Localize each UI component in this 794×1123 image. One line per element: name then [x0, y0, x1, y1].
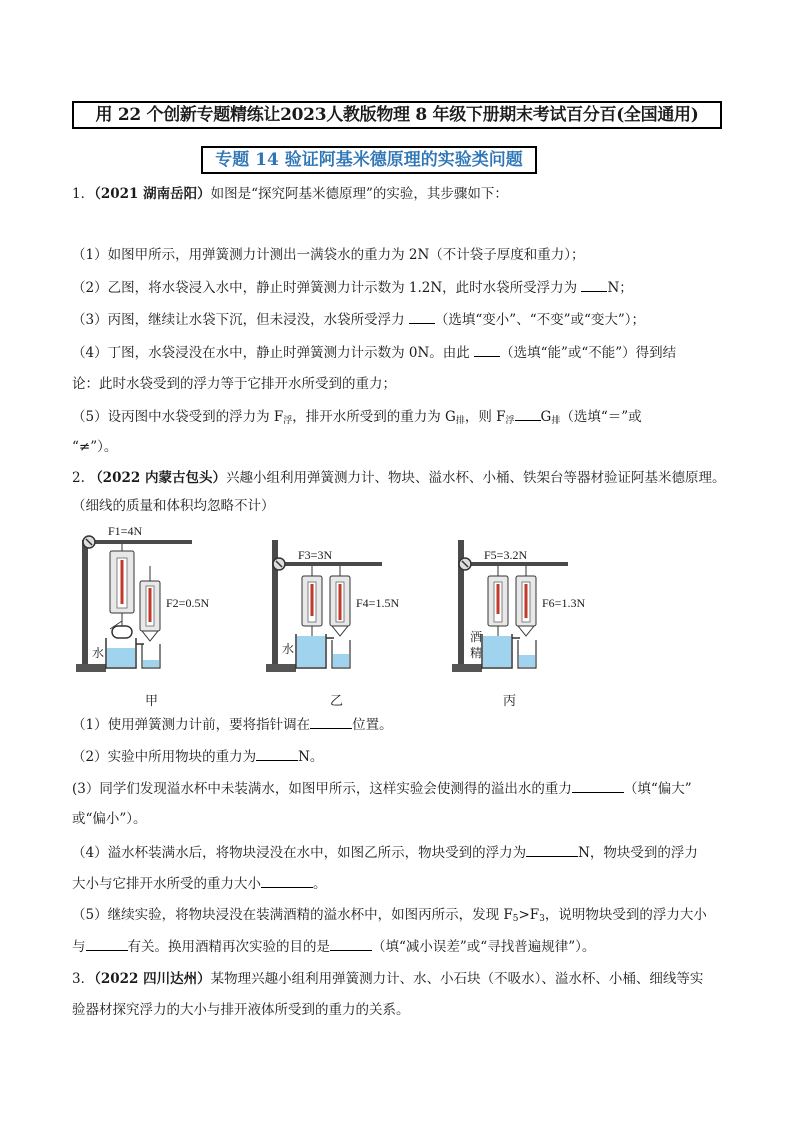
q2-part-2-unit: N。 — [298, 749, 324, 765]
figure-yi — [262, 526, 462, 676]
answer-blank[interactable] — [261, 874, 313, 888]
figure-bing-f5-label: F5=3.2N — [484, 548, 528, 562]
topic-title: 专题 14 验证阿基米德原理的实验类问题 — [201, 146, 537, 174]
q2-part-1-text: （1）使用弹簧测力计前，要将指针调在 — [72, 717, 311, 733]
q2-part-5-compare: >F — [518, 907, 540, 923]
figure-jia — [72, 526, 272, 676]
q2-source: （2022 内蒙古包头） — [89, 470, 226, 486]
q2-part-3-text: (3）同学们发现溢水杯中未装满水，如图甲所示，这样实验会使测得的溢出水的重力 — [72, 781, 572, 797]
q1-step-4-hint: （选填“能”或“不能”）得到结 — [500, 345, 677, 361]
subscript-displaced: 排 — [455, 416, 465, 426]
q1-step-4 — [72, 343, 676, 362]
q1-step-3-text: （3）丙图，继续让水袋下沉，但未浸没，水袋所受浮力 — [72, 312, 405, 328]
answer-blank[interactable] — [526, 843, 578, 857]
q2-part-4-text: （4）溢水杯装满水后，将物块浸没在水中，如图乙所示，物块受到的浮力为 — [72, 845, 527, 861]
figure-bing — [448, 526, 648, 676]
q2-note: （细线的质量和体积均忽略不计） — [72, 498, 275, 514]
subscript-5: 5 — [512, 914, 519, 924]
q2-part-5-text-c: 与 — [72, 939, 86, 955]
figure-jia-liquid-label: 水 — [92, 646, 105, 660]
answer-blank[interactable] — [330, 937, 372, 951]
q3-intro-text: 某物理兴趣小组利用弹簧测力计、水、小石块（不吸水）、溢水杯、小桶、细线等实 — [210, 971, 704, 987]
q2-part-3 — [72, 779, 692, 798]
figure-yi-liquid-label: 水 — [282, 642, 295, 656]
answer-blank[interactable] — [474, 343, 500, 357]
q1-source: （2021 湖南岳阳） — [94, 186, 211, 202]
figure-bing-liquid-label-1: 酒 — [470, 630, 483, 644]
q1-intro-text: 如图是“探究阿基米德原理”的实验，其步骤如下： — [210, 186, 508, 202]
figure-jia-f1-label: F1=4N — [108, 524, 143, 538]
answer-blank[interactable] — [310, 715, 352, 729]
q1-step-4-cont: 论：此时水袋受到的浮力等于它排开水所受到的重力； — [72, 376, 396, 392]
figure-bing-caption: 丙 — [503, 694, 517, 709]
q1-step-5-hint: （选填“＝”或 — [560, 409, 642, 425]
subscript-3: 3 — [539, 914, 545, 924]
q2-intro — [72, 469, 725, 487]
subscript-displaced: 排 — [551, 416, 561, 426]
q1-step-3-hint: （选填“变小”、“不变”或“变大”）； — [434, 312, 646, 328]
q2-part-5-text-b: ，说明物块受到的浮力大小 — [544, 907, 707, 923]
q2-part-5-text-d: 有关。换用酒精再次实验的目的是 — [127, 939, 330, 955]
q2-part-1 — [72, 715, 393, 734]
q3-number: 3． — [72, 971, 95, 987]
q2-part-4-tail: 。 — [313, 876, 327, 892]
answer-blank[interactable] — [572, 779, 624, 793]
figure-yi-caption: 乙 — [330, 694, 344, 709]
answer-blank[interactable] — [409, 310, 435, 324]
q1-step-3 — [72, 310, 645, 329]
q2-part-5 — [72, 906, 707, 928]
answer-blank[interactable] — [86, 937, 128, 951]
q1-step-2-unit: N； — [607, 280, 633, 296]
answer-blank[interactable] — [515, 407, 541, 421]
q2-part-3-hint: （填“偏大” — [623, 781, 692, 797]
q2-part-4 — [72, 843, 698, 862]
subscript-float: 浮 — [283, 416, 293, 426]
q1-number: 1． — [72, 186, 95, 202]
figure-jia-caption: 甲 — [145, 694, 159, 709]
q2-part-3-cont: 或“偏小”）。 — [72, 811, 147, 827]
figure-bing-liquid-label-2: 精 — [470, 646, 483, 660]
q1-step-5-text: （5）设丙图中水袋受到的浮力为 F — [72, 409, 284, 425]
q1-step-2-text: （2）乙图，将水袋浸入水中，静止时弹簧测力计示数为 1.2N，此时水袋所受浮力为 — [72, 280, 578, 296]
figure-yi-f4-label: F4=1.5N — [356, 596, 400, 610]
q1-step-5-text-d: G — [540, 409, 552, 425]
q1-step-5 — [72, 407, 642, 430]
subscript-float: 浮 — [505, 416, 515, 426]
q2-part-4-text-b: N，物块受到的浮力 — [578, 845, 698, 861]
q2-number: 2. — [72, 470, 85, 486]
q2-part-2-text: （2）实验中所用物块的重力为 — [72, 749, 257, 765]
q2-part-5-cont — [72, 937, 595, 956]
figure-bing-f6-label: F6=1.3N — [542, 596, 586, 610]
q1-step-5-cont: “≠”）。 — [72, 439, 118, 455]
header-title: 用 22 个创新专题精练让2023人教版物理 8 年级下册期末考试百分百(全国通用) — [72, 101, 722, 129]
q1-step-4-text: （4）丁图，水袋浸没在水中，静止时弹簧测力计示数为 0N。由此 — [72, 345, 470, 361]
q1-step-2 — [72, 278, 633, 297]
figure-yi-f3-label: F3=3N — [298, 548, 333, 562]
q2-part-5-text: （5）继续实验，将物块浸没在装满酒精的溢水杯中，如图丙所示，发现 F — [72, 907, 513, 923]
q2-part-4-cont — [72, 874, 327, 893]
q3-source: （2022 四川达州） — [94, 971, 211, 987]
answer-blank[interactable] — [256, 747, 298, 761]
q2-intro-text: 兴趣小组利用弹簧测力计、物块、溢水杯、小桶、铁架台等器材验证阿基米德原理。 — [225, 470, 726, 486]
q3-intro-cont: 验器材探究浮力的大小与排开液体所受到的重力的关系。 — [72, 1002, 410, 1018]
q1-step-1: （1）如图甲所示，用弹簧测力计测出一满袋水的重力为 2N（不计袋子厚度和重力）； — [72, 247, 585, 263]
q2-part-1-tail: 位置。 — [352, 717, 393, 733]
q1-step-5-text-c: ，则 F — [464, 409, 506, 425]
q1-intro — [72, 185, 508, 203]
q1-step-5-text-b: ，排开水所受到的重力为 G — [292, 409, 456, 425]
q2-part-5-hint: （填“减小误差”或“寻找普遍规律”）。 — [372, 939, 596, 955]
q2-part-4-text-c: 大小与它排开水所受的重力大小 — [72, 876, 261, 892]
answer-blank[interactable] — [581, 278, 607, 292]
q2-part-2 — [72, 747, 323, 766]
figure-jia-f2-label: F2=0.5N — [166, 596, 210, 610]
q3-intro — [72, 970, 703, 988]
